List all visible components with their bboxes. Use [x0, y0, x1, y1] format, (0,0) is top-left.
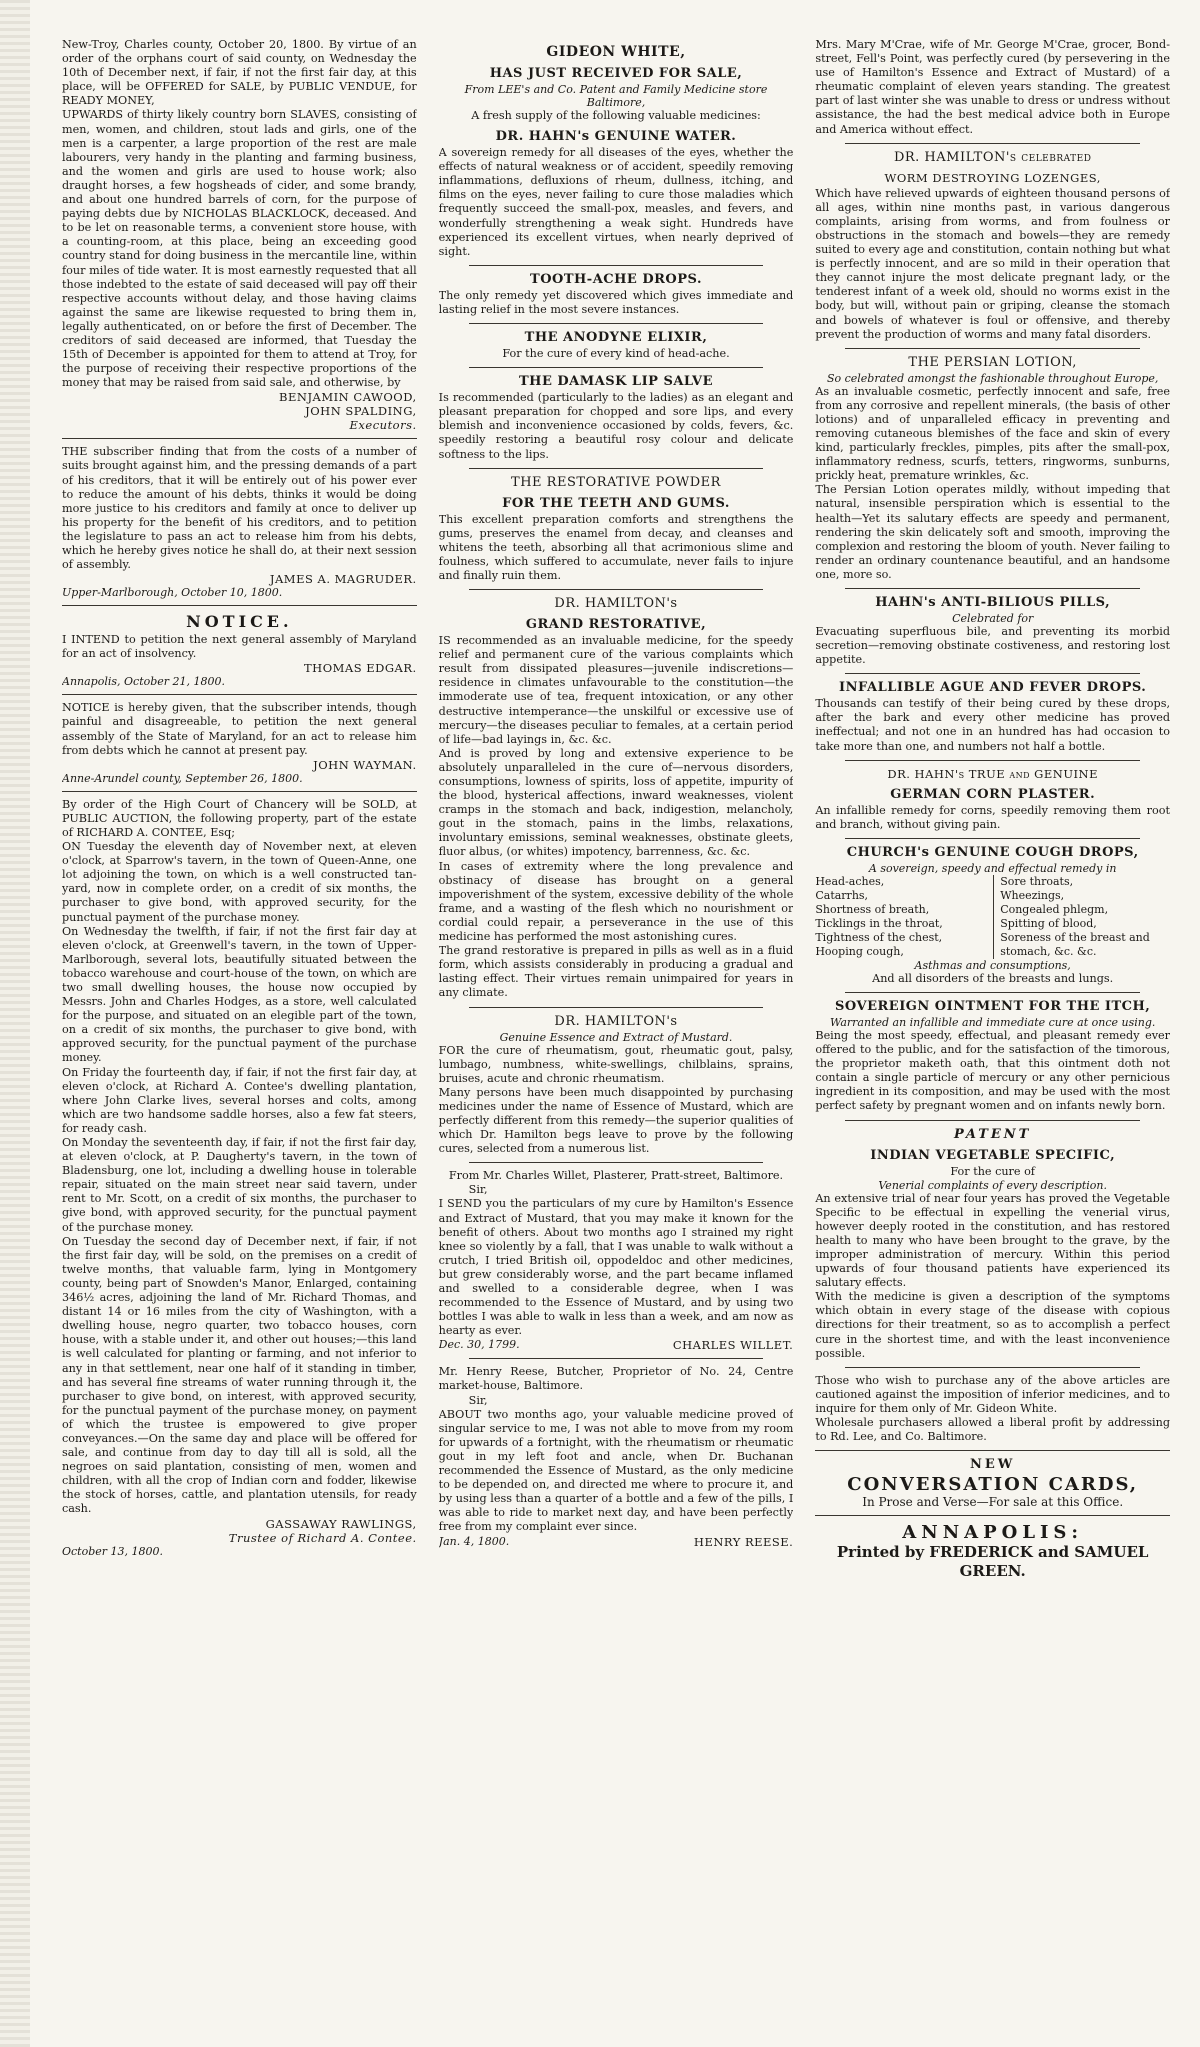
list-item: Tightness of the chest,	[815, 930, 943, 944]
powder-body: This excellent preparation comforts and strengthens the gums, preserves the enamel from decay, and cleanses and whitens the teeth, absorbing all that acrimonious slime and foulness, which suffered to accumulate, never fails to injure and finally ruin them.	[438, 512, 794, 582]
bilious-heading: HAHN's ANTI-BILIOUS PILLS,	[875, 595, 1111, 610]
persian-paragraph: As an invaluable cosmetic, perfectly innocent and safe, free from any corrosive and repellent minerals, (the basis of other lotions) and of unparalleled efficacy in preventing and removing cutaneous blemishes of the face and skin of every kind, particularly freckles, pimples, pits after the small-pox, inflammatory redness, scurfs, tetters, ringworms, sunburns, prickly heat, premature wrinkles, &c.	[815, 384, 1171, 483]
cough-list-left	[815, 875, 985, 959]
sale-body: UPWARDS of thirty likely country born SLAVES, consisting of men, women, and children, stout lads and girls, one of the men is a carpenter, a large proportion of the rest are male labourers, very handy in the planting and farming business, and the women and girls are used to house work; also draught horses, a few hogsheads of cider, and some brandy, and about one hundred barrels of corn, for the purpose of paying debts due by NICHOLAS BLACKLOCK, deceased. And to be let on reasonable terms, a convenient store house, with a counting-room, at this place, being an exceeding good country stand for doing business in the mercantile line, within four miles of tide water. It is most earnestly requested that all those indebted to the estate of said deceased will pay off their respective accounts without delay, and those having claims against the same are likewise requested to bring them in, legally authenticated, on or before the first of December. The creditors of said deceased are informed, that Tuesday the 15th of December is appointed for them to attend at Troy, for the purpose of receiving their respective proportions of the money that may be raised from said sale, and otherwise, by	[62, 108, 417, 390]
willet-body: I SEND you the particulars of my cure by Hamilton's Essence and Extract of Mustard, that you may make it known for the benefit of others. About two months ago I strained my right knee so violently by a fall, that I was unable to walk without a crutch, I tried British oil, oppodeldoc and other medicines, but grew considerably worse, and the part became inflamed and swelled to a considerable degree, when I was recommended to the Essence of Mustard, and by using two bottles I was able to walk in less than a week, and am now as hearty as ever.	[438, 1197, 794, 1338]
indian-heading: INDIAN VEGETABLE SPECIFIC,	[870, 1147, 1116, 1163]
cough-subheading: A sovereign, speedy and effectual remedy in	[868, 861, 1117, 875]
magruder-notice	[62, 445, 417, 599]
indian-paragraph: With the medicine is given a description of the symptoms which obtain in every stage of the disease with copious directions for their treatment, so as to accomplish a perfect cure in the shortest time, and with the least inconvenience possible.	[815, 1290, 1171, 1360]
list-item: Head-aches,	[815, 874, 885, 888]
divider	[62, 438, 417, 439]
reese-footer	[439, 1535, 794, 1549]
anodyne-heading: THE ANODYNE ELIXIR,	[524, 330, 708, 346]
divider	[469, 468, 764, 469]
corn-heading-2: GERMAN CORN PLASTER.	[890, 786, 1096, 802]
divider	[62, 791, 417, 792]
ague-heading: INFALLIBLE AGUE AND FEVER DROPS.	[839, 680, 1147, 696]
mustard-paragraph: Many persons have been much disappointed by purchasing medicines under the name of Essence of Mustard, which are perfectly different from this remedy—the superior qualities of which Dr. Hamilton begs leave to prove by the following cures, selected from a numerous list.	[438, 1085, 794, 1156]
chancery-paragraph: On Friday the fourteenth day, if fair, if not the first fair day, at eleven o'clock, at Richard A. Contee's dwelling plantation, where John Clarke lives, several horses and colts, among which are two handsome saddle horses, also a few fat steers, for ready cash.	[62, 1065, 417, 1135]
signature-cawood: BENJAMIN CAWOOD,	[279, 390, 417, 405]
bilious-subheading: Celebrated for	[952, 612, 1034, 625]
divider	[469, 589, 764, 590]
reese-signature: HENRY REESE.	[693, 1534, 794, 1549]
imprint-printer: Printed by FREDERICK and SAMUEL	[836, 1543, 1149, 1562]
list-item: Ticklings in the throat,	[815, 916, 943, 930]
imprint-place: ANNAPOLIS:	[902, 1522, 1084, 1544]
willet-from: From Mr. Charles Willet, Plasterer, Pratt-street, Baltimore.	[448, 1169, 784, 1183]
itch-body: Being the most speedy, effectual, and pleasant remedy ever offered to the public, and for the satisfaction of the timorous, the proprietor maketh oath, that this ointment doth not contain a single particle of mercury or any other pernicious ingredient in its composition, and may be used with the most perfect safety by pregnant women and on infants newly born.	[815, 1028, 1171, 1113]
mccrae-body: Mrs. Mary M'Crae, wife of Mr. George M'Crae, grocer, Bond-street, Fell's Point, was perfectly cured (by persevering in the use of Hamilton's Essence and Extract of Mustard) of a rheumatic complaint of eleven years standing. The greatest part of last winter she was unable to dress or undress without assistance, the had the best medical advice both in Europe and America without effect.	[815, 38, 1171, 136]
divider	[845, 673, 1140, 674]
grand-paragraph: IS recommended as an invaluable medicine, for the speedy relief and permanent cure of the various complaints which result from dissipated pleasures—juvenile indiscretions—residence in climates unfavourable to the constitution—the immoderate use of tea, frequent intoxication, or any other destructive intemperance—the unskilful or excessive use of mercury—the diseases peculiar to females, at a certain period of life—bad layings in, &c. &c.	[438, 634, 794, 746]
divider	[469, 323, 764, 324]
divider	[815, 1450, 1170, 1451]
chancery-date: October 13, 1800.	[62, 1544, 164, 1558]
anodyne-body: For the cure of every kind of head-ache.	[502, 347, 730, 361]
indian-paragraph: An extensive trial of near four years has proved the Vegetable Specific to be effectual in expelling the venerial virus, however deeply rooted in the constitution, and has restored health to many who have been brought to the grave, by the improper administration of mercury. Within this period upwards of four thousand patients have experienced its salutary effects.	[815, 1191, 1171, 1290]
divider	[469, 265, 764, 266]
edgar-signature: THOMAS EDGAR.	[304, 661, 417, 676]
list-item: Sore throats,	[1000, 874, 1074, 888]
mustard-paragraph: FOR the cure of rheumatism, gout, rheumatic gout, palsy, lumbago, numbness, white-swellings, chilblains, sprains, bruises, acute and chronic rheumatism.	[438, 1043, 794, 1085]
willet-footer	[439, 1338, 794, 1352]
list-item: Wheezings,	[1000, 888, 1065, 902]
sale-intro: New-Troy, Charles county, October 20, 1800. By virtue of an order of the orphans court of said county, on Wednesday the 10th of December next, if fair, if not the first fair day, at this place, will be OFFERED for SALE, by PUBLIC VENDUE, for READY MONEY,	[62, 38, 417, 108]
grand-paragraph: And is proved by long and extensive experience to be absolutely unparalleled in the cure of—nervous disorders, consumptions, lowness of spirits, loss of appetite, impurity of the blood, hysterical affections, inward weaknesses, violent cramps in the stomach and back, indigestion, melancholy, gout in the stomach, pains in the limbs, relaxations, involuntary emissions, seminal weaknesses, obstinate gleets, fluor albus, (or whites) impotency, barrenness, &c. &c.	[438, 746, 794, 859]
reese-body: ABOUT two months ago, your valuable medicine proved of singular service to me, I was not able to move from my room for upwards of a fortnight, with the rheumatism or rheumatic gout in my left foot and ancle, when Dr. Buchanan recommended the Essence of Mustard, as the only medicine to be depended on, and directed me where to procure it, and by using less than a quarter of a bottle and a few of the pills, I was able to ride to market next day, and have been perfectly free from my complaint ever since.	[438, 1407, 794, 1534]
binding-edge	[0, 0, 30, 2047]
cards-heading: CONVERSATION CARDS,	[847, 1474, 1139, 1496]
divider	[62, 605, 417, 606]
patent-heading: PATENT	[954, 1126, 1032, 1142]
wayman-signature: JOHN WAYMAN.	[313, 757, 417, 772]
grand-paragraph: The grand restorative is prepared in pills as well as in a fluid form, which assists considerably in producing a gradual and lasting effect. Their virtues remain unimpaired for years in any climate.	[438, 944, 794, 1000]
chancery-paragraph: On Monday the seventeenth day, if fair, if not the first fair day, at eleven o'clock, at P. Daugherty's tavern, in the town of Bladensburg, one lot, including a dwelling house in tolerable repair, situated on the main street near said tavern, under rent to Mr. Scott, on a credit of six months, the purchaser to give bond, with approved security, for the punctual payment of the purchase money.	[62, 1136, 417, 1234]
cough-list-right	[993, 875, 1170, 959]
wayman-body: NOTICE is hereby given, that the subscriber intends, though painful and disagreeable, to petition the next general assembly of the State of Maryland, for an act to release him from debts which he cannot at present pay.	[62, 701, 417, 757]
magruder-signature: JAMES A. MAGRUDER.	[269, 572, 417, 587]
chancery-sale	[62, 798, 417, 1558]
signature-spalding: JOHN SPALDING,	[305, 404, 417, 419]
new-label: NEW	[969, 1457, 1016, 1473]
magruder-date: Upper-Marlborough, October 10, 1800.	[62, 586, 283, 600]
supply-line: A fresh supply of the following valuable medicines:	[471, 109, 761, 122]
divider	[469, 367, 764, 368]
chancery-paragraph: On Wednesday the twelfth, if fair, if not the first fair day at eleven o'clock, at Greenwell's tavern, in the town of Upper-Marlborough, several lots, beautifully situated between the tobacco warehouse and court-house of the town, on which are two small dwelling houses, the house now occupied by Messrs. John and Charles Hodges, as a store, well calculated for the purpose, and situated on an elegible part of the town, on a credit of six months, the purchaser to give bond, with approved security, for the punctual payment of the purchase money.	[62, 924, 417, 1065]
received-heading: HAS JUST RECEIVED FOR SALE,	[489, 66, 743, 81]
divider	[469, 1162, 764, 1163]
caution-text: Those who wish to purchase any of the above articles are cautioned against the imposition of inferior medicines, and to inquire for them only of Mr. Gideon White.	[815, 1373, 1171, 1415]
divider	[845, 992, 1140, 993]
divider	[469, 1358, 764, 1359]
column-1	[62, 38, 417, 2027]
edgar-notice	[62, 612, 417, 688]
edgar-body: I INTEND to petition the next general assembly of Maryland for an act of insolvency.	[62, 633, 417, 661]
persian-subheading: So celebrated amongst the fashionable throughout Europe,	[826, 371, 1159, 385]
indian-subheading: Venerial complaints of every description.	[878, 1178, 1107, 1192]
willet-salutation: Sir,	[468, 1183, 488, 1197]
indian-for: For the cure of	[950, 1164, 1035, 1178]
grand-paragraph: In cases of extremity where the long prevalence and obstinacy of disease has brought on a general impoverishment of the system, excessive debility of the whole frame, and a wasting of the flesh which no nourishment or cordial could repair, a perseverance in the use of this medicine has performed the most astonishing cures.	[438, 859, 794, 944]
list-item: Congealed phlegm,	[1000, 902, 1109, 916]
willet-signature: CHARLES WILLET.	[672, 1338, 794, 1353]
mustard-heading: DR. HAMILTON's	[554, 1013, 678, 1029]
corn-heading: DR. HAHN's TRUE and GENUINE	[887, 766, 1099, 781]
magruder-body: THE subscriber finding that from the costs of a number of suits brought against him, and the pressing demands of a part of his creditors, that it will be entirely out of his power ever to reduce the amount of his debts, thinks it would be doing more justice to his creditors and family at once to deliver up his property for the benefit of his creditors, and to petition the legislature to pass an act to release him from his debts, which he hereby gives notice he shall do, at their next session of assembly.	[62, 445, 417, 572]
chancery-intro: By order of the High Court of Chancery will be SOLD, at PUBLIC AUCTION, the following property, part of the estate of RICHARD A. CONTEE, Esq;	[62, 797, 417, 839]
wholesale-text: Wholesale purchasers allowed a liberal profit by addressing to Rd. Lee, and Co. Baltimore.	[815, 1416, 1171, 1444]
powder-heading-2: FOR THE TEETH AND GUMS.	[502, 495, 730, 511]
cough-asthma: Asthmas and consumptions,	[914, 958, 1071, 972]
rawlings-signature: GASSAWAY RAWLINGS,	[265, 1516, 417, 1531]
worm-body: Which have relieved upwards of eighteen thousand persons of all ages, within nine months past, in various dangerous complaints, arising from worms, and from foulness or obstructions in the stomach and bowels—they are remedy suited to every age and constitution, contain nothing but what is perfectly innocent, and are so mild in their operation that they cannot injure the most delicate pregnant lady, or the tenderest infant of a week old, should no worms exist in the body, but will, without pain or griping, cleanse the stomach and bowels of whatever is foul or offensive, and thereby prevent the production of worms and many fatal disorders.	[815, 186, 1171, 341]
powder-heading: THE RESTORATIVE POWDER	[511, 474, 721, 490]
divider	[845, 1120, 1140, 1121]
list-item: Spitting of blood,	[1000, 916, 1097, 930]
list-item: Hooping cough,	[815, 944, 904, 958]
damask-heading: THE DAMASK LIP SALVE	[518, 374, 714, 390]
bilious-body: Evacuating superfluous bile, and preventing its morbid secretion—removing obstinate costiveness, and restoring lost appetite.	[815, 625, 1171, 667]
column-3	[815, 38, 1170, 2027]
cards-subheading: In Prose and Verse—For sale at this Office.	[862, 1495, 1124, 1510]
divider	[815, 1515, 1170, 1516]
chancery-paragraph: ON Tuesday the eleventh day of November next, at eleven o'clock, at Sparrow's tavern, in the town of Queen-Anne, one lot adjoining the town, on which is a well constructed tan-yard, now in complete order, on a credit of six months, the purchaser to give bond, with approved security, for the punctual payment of the purchase money.	[62, 840, 417, 924]
slave-sale-ad	[62, 38, 417, 432]
signature-role: Executors.	[349, 418, 417, 433]
columns	[62, 38, 1170, 2027]
persian-paragraph: The Persian Lotion operates mildly, without impeding that natural, insensible perspiration which is essential to the health—Yet its salutary effects are speedy and permanent, rendering the skin delicately soft and smooth, improving the complexion and restoring the bloom of youth. Never failing to render an ordinary countenance beautiful, and an handsome one, more so.	[815, 483, 1171, 581]
worm-heading-2: WORM DESTROYING LOZENGES,	[884, 170, 1101, 185]
rawlings-role: Trustee of Richard A. Contee.	[228, 1530, 417, 1545]
worm-heading: DR. HAMILTON's celebrated	[893, 149, 1092, 165]
persian-heading: THE PERSIAN LOTION,	[908, 354, 1077, 370]
divider	[469, 1007, 764, 1008]
divider	[845, 760, 1140, 761]
gideon-white-heading: GIDEON WHITE,	[546, 44, 686, 60]
cough-end: And all disorders of the breasts and lungs.	[872, 971, 1114, 985]
divider	[845, 143, 1140, 144]
tooth-heading: TOOTH-ACHE DROPS.	[530, 271, 702, 287]
cough-ailments	[815, 875, 1170, 959]
tooth-body: The only remedy yet discovered which gives immediate and lasting relief in the most severe instances.	[438, 288, 794, 316]
reese-salutation: Sir,	[468, 1393, 488, 1407]
chancery-paragraph: On Tuesday the second day of December next, if fair, if not the first fair day, will be sold, on the premises on a credit of twelve months, that valuable farm, lying in Montgomery county, being part of Snowden's Manor, Enlarged, containing 346½ acres, adjoining the land of Mr. Richard Thomas, and distant 14 or 16 miles from the city of Washington, with a dwelling house, negro quarter, two tobacco houses, corn house, with a stable under it, and other out houses;—this land is well calculated for planting or farming, and not inferior to any in that settlement, near one half of it standing in timber, and has several fine streams of water running through it, the purchaser to give bond, on interest, with approved security, for the punctual payment of the purchase money, on payment of which the trustee is empowered to give proper conveyances.—On the same day and place will be offered for sale, and continue from day to day till all is sold, all the negroes on said plantation, consisting of men, women and children, with all the crop of Indian corn and fodder, likewise the stock of horses, cattle, and plantation utensils, for ready cash.	[62, 1234, 417, 1516]
itch-heading: SOVEREIGN OINTMENT FOR THE ITCH,	[835, 998, 1151, 1014]
corn-body: An infallible remedy for corns, speedily removing them root and branch, without giving pain.	[815, 803, 1171, 831]
divider	[845, 838, 1140, 839]
from-line: From LEE's and Co. Patent and Family Medicine store Baltimore,	[464, 83, 768, 109]
wayman-date: Anne-Arundel county, September 26, 1800.	[62, 771, 303, 785]
reese-from: Mr. Henry Reese, Butcher, Proprietor of No. 24, Centre market-house, Baltimore.	[438, 1365, 794, 1393]
wayman-notice	[62, 701, 417, 784]
cough-heading: CHURCH's GENUINE COUGH DROPS,	[846, 844, 1139, 860]
imprint-printer-2: GREEN.	[959, 1562, 1026, 1581]
list-item: Catarrhs,	[815, 888, 869, 902]
reese-date: Jan. 4, 1800.	[438, 1534, 510, 1548]
edgar-date: Annapolis, October 21, 1800.	[62, 675, 226, 689]
list-item: Soreness of the breast and stomach, &c. &c.	[1000, 930, 1150, 958]
divider	[845, 1367, 1140, 1368]
willet-date: Dec. 30, 1799.	[438, 1338, 520, 1352]
notice-heading: NOTICE.	[186, 612, 293, 632]
hahn-water-heading: DR. HAHN's GENUINE WATER.	[495, 129, 737, 145]
list-item: Shortness of breath,	[815, 902, 930, 916]
grand-heading-2: GRAND RESTORATIVE,	[525, 617, 707, 633]
divider	[845, 588, 1140, 589]
grand-heading: DR. HAMILTON's	[554, 596, 678, 612]
mustard-subheading: Genuine Essence and Extract of Mustard.	[499, 1030, 733, 1044]
ague-body: Thousands can testify of their being cured by these drops, after the bark and every other medicine has proved ineffectual; and not one in an hundred has had occasion to take more than one, and numbers not half a bottle.	[815, 697, 1171, 753]
column-2	[439, 38, 794, 2027]
divider	[845, 348, 1140, 349]
divider	[62, 694, 417, 695]
damask-body: Is recommended (particularly to the ladies) as an elegant and pleasant preparation for chopped and sore lips, and every blemish and inconvenience occasioned by colds, fevers, &c. speedily restoring a beautiful rosy colour and delicate softness to the lips.	[438, 391, 794, 461]
hahn-water-body: A sovereign remedy for all diseases of the eyes, whether the effects of natural weakness or of accident, speedily removing inflammations, defluxions of rheum, dullness, itching, and films on the eyes, never failing to cure those maladies which frequently succeed the small-pox, measles, and fevers, and wonderfully strengthening a weak sight. Hundreds have experienced its excellent virtues, when nearly deprived of sight.	[438, 146, 794, 258]
itch-subheading: Warranted an infallible and immediate cure at once using.	[829, 1015, 1156, 1029]
